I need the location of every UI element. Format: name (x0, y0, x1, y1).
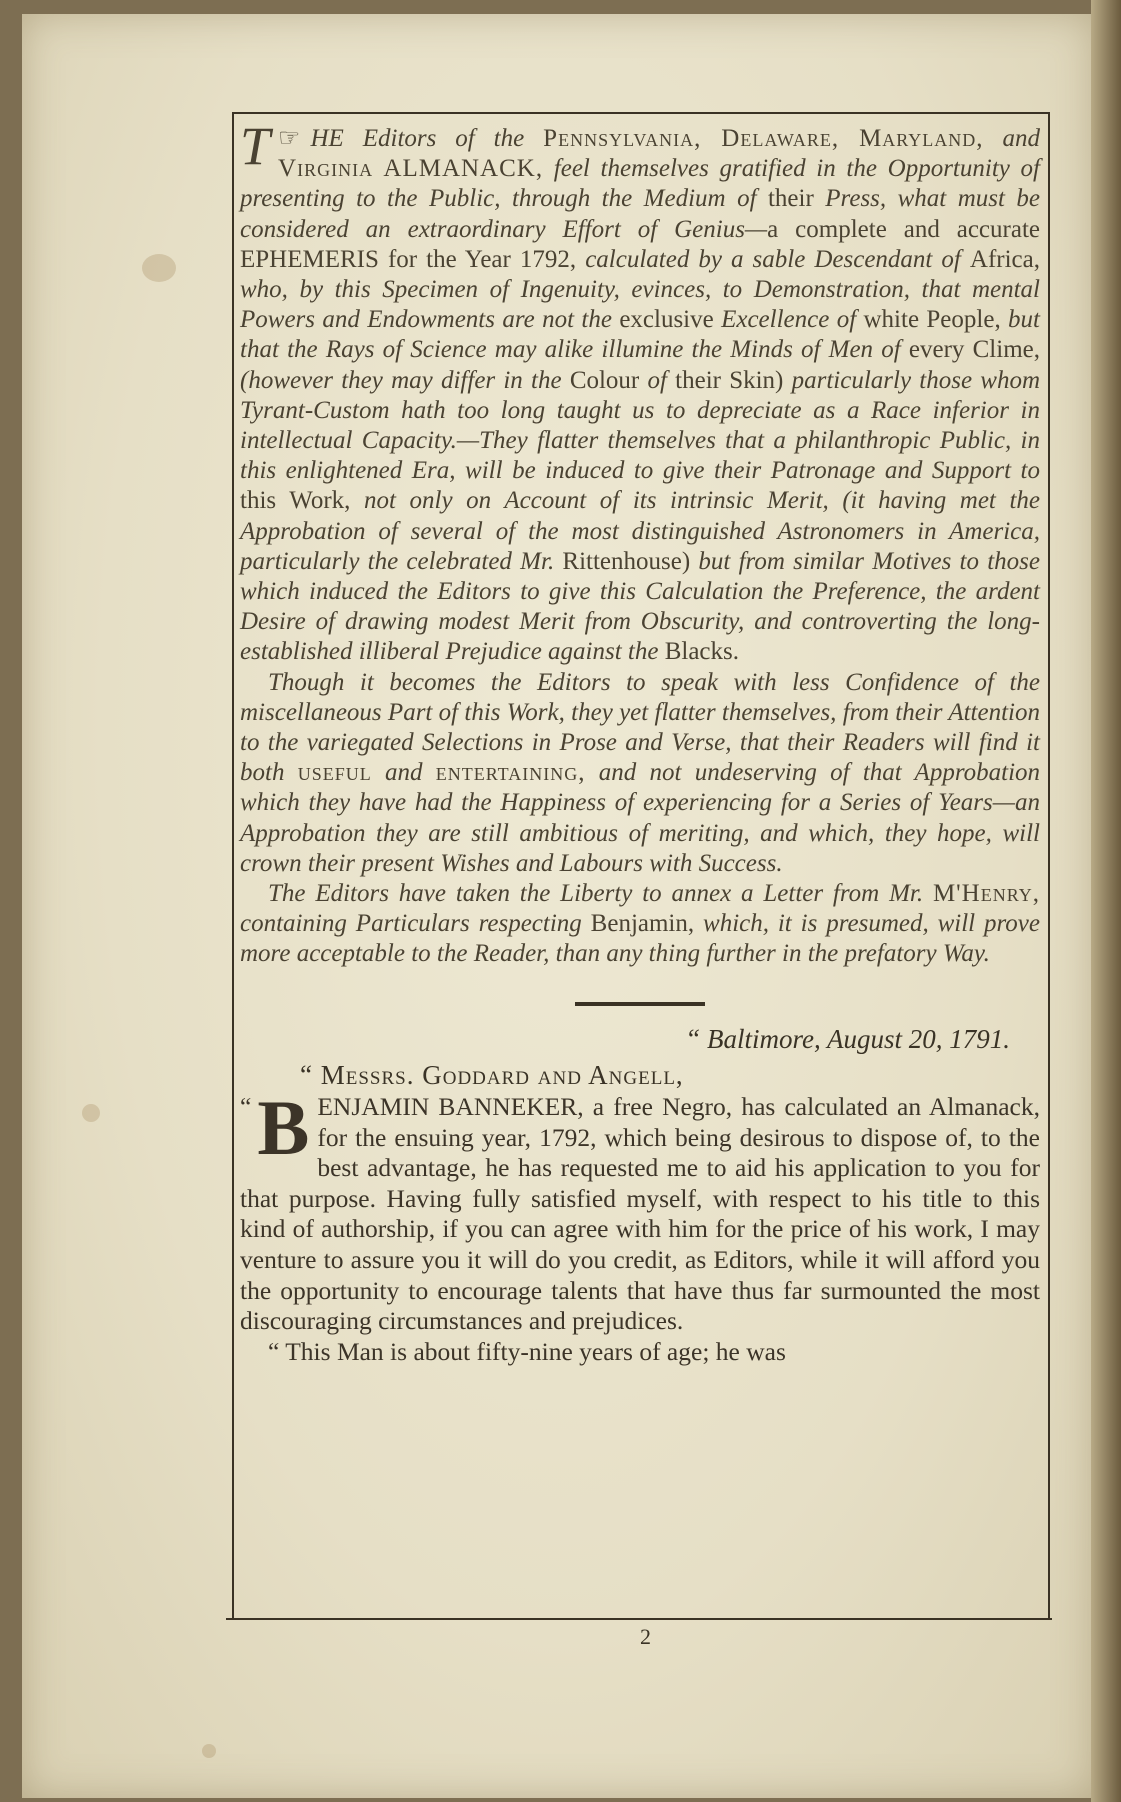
letter-dateline: “ Baltimore, August 20, 1791. (685, 1023, 1010, 1054)
bottom-rule (226, 1618, 1052, 1620)
intro-paragraph-2: Though it becomes the Editors to speak with less Confidence of the miscellaneous Part of this Work, they yet flatter themselves, from their Attention to the variegated Selections in Prose and Verse, that their Readers will find it both useful and entertaining, and not undeserving of that Approbation which they have had the Happiness of experiencing for a Series of Years—an Approbation they are still ambitious of meriting, and which, they hope, will crown their present Wishes and Labours with Success. (240, 668, 1041, 877)
stain (202, 1744, 216, 1758)
drop-cap-b: B (257, 1084, 310, 1172)
letter-last-line: “ This Man is about fifty-nine years of age; he was (268, 1336, 786, 1366)
pointing-hand-icon: ☞ (278, 125, 301, 152)
intro-paragraph-3: The Editors have taken the Liberty to annex a Letter from Mr. M'Henry, containing Particulars respecting Benjamin, which, it is presumed, will prove more acceptable to the Reader, than any thing further in the prefatory Way. (240, 880, 1040, 968)
page-content (240, 116, 1041, 1367)
drop-cap-t: T (240, 116, 271, 176)
book-edge (1091, 0, 1121, 1802)
letter-salutation: “ Messrs. Goddard and Angell, (300, 1059, 684, 1090)
stain (142, 254, 176, 282)
stain (82, 1104, 100, 1122)
section-divider (575, 1002, 705, 1006)
letter-body: “ B ENJAMIN BANNEKER, a free Negro, has calculated an Almanack, for the ensuing year, 1792, which being desirous to dispose of, to the best advantage, he has requested me to aid his application to you for that purpose. Having fully satisfied myself, with respect to his title to this kind of authorship, if you can agree with him for the price of his work, I may venture to assure you it will do you credit, as Editors, while it will afford you the opportunity to encourage talents that have thus far surmounted the most discouraging circumstances and prejudices. (240, 1084, 1040, 1336)
intro-paragraph-1: ☞ T HE Editors of the Pennsylvania, Delaware, Maryland, and Virginia ALMANACK, feel themselves gratified in the Opportunity of presenting to the Public, through the Medium of their Press, what must be considered an extraordinary Effort of Genius—a complete and accurate EPHEMERIS for the Year 1792, calculated by a sable Descendant of Africa, who, by this Specimen of Ingenuity, evinces, to Demonstration, that mental Powers and Endowments are not the exclusive Excellence of white People, but that the Rays of Science may alike illumine the Minds of Men of every Clime, (however they may differ in the Colour of their Skin) particularly those whom Tyrant-Custom hath too long taught us to depreciate as a Race inferior in intellectual Capacity.—They flatter themselves that a philanthropic Public, in this enlightened Era, will be induced to give their Patronage and Support to this Work, not only on Account of its intrinsic Merit, (it having met the Approbation of several of the most distinguished Astronomers in America, particularly the celebrated Mr. Rittenhouse) but from similar Motives to those which induced the Editors to give this Calculation the Preference, the ardent Desire of drawing modest Merit from Obscurity, and controverting the long-established illiberal Prejudice against the Blacks. (240, 116, 1041, 666)
page-number: 2 (640, 1624, 651, 1649)
